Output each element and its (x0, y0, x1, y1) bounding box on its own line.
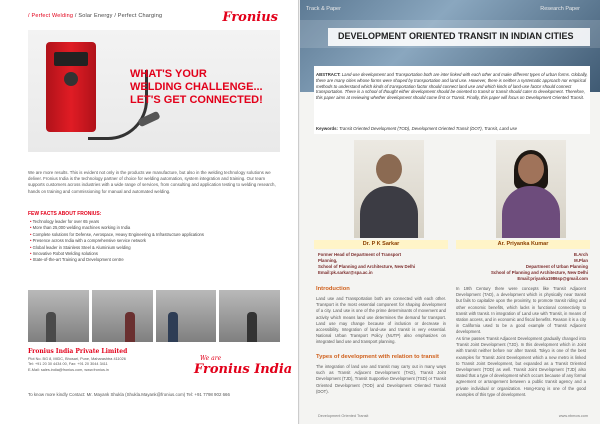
fact-item: • Presence across India with a comprehensive service network (30, 238, 280, 244)
event-photo (92, 290, 153, 342)
author-affiliation (460, 252, 588, 282)
contact-line: To know more kindly Contact: Mr. Mayank Shukla (Shukla.Mayank@fronius.com) Tel: +91 7798 902 666 (28, 392, 230, 397)
address-line: E-Mail: sales.india@fronius.com, www.fronius.in (28, 367, 109, 372)
author-affiliation (318, 252, 446, 276)
affiliation-line: Planning, (318, 258, 338, 263)
affiliation-line: School of Planning and Architecture, New Delhi (318, 264, 416, 269)
affiliation-line: M.Plan (574, 258, 588, 263)
fronius-logo: Fronius (222, 10, 278, 25)
headline-line: LET'S GET CONNECTED! (130, 94, 263, 106)
section-text: The integration of land use and transit may carry out in many ways such as Transit Adjacent Development (TAD), Transit Joint Development (TJD), Transit Supportive Development (TSD) or Transit Oriented Development (TOD) and Development Oriented Transit (DOT). (316, 364, 446, 394)
facts-list (30, 219, 280, 264)
section-text: In 19th Century there were concepts like Transit Adjacent Development (TAD), a development which is physically near transit but fails to capitalize upon the proximity, to promote transit riding and other economic benefits, which lacks in functional connectivity to transit with transit. In integration of Land use with Transit, in means of station access, and in economic and fiscal benefits. Reason it is a city in California used to be a good example of Transit Adjacent development. (456, 286, 586, 335)
keywords-label: Keywords: (316, 126, 338, 131)
header-section-label: Track & Paper (306, 6, 341, 12)
tagline-item: / Solar Energy (74, 13, 113, 19)
we-are-text: We are (200, 355, 222, 362)
company-address (28, 357, 178, 373)
affiliation-line: Former Head of Department of Transport (318, 252, 402, 257)
fronius-india-logo: Fronius India (194, 362, 293, 377)
tagline-strip (0, 10, 300, 28)
event-photo (156, 290, 217, 342)
keywords (316, 126, 588, 131)
keywords-text: Transit Oriented Development (TOD), Development Oriented Transit (DOT), Transit, Land use (339, 126, 517, 131)
fact-item: • Complete solutions for Defense, Aerospace, Heavy Engineering & Infrastructure applications (30, 232, 280, 238)
paper-page (300, 0, 600, 424)
section-text: As time passes Transit Adjacent Development gradually changed into Transit Joint Development (TJD). In this development which in Joint with transit neither before nor after transit. Tokyo is one of the best examples for Transit Joint Development which a new metro is linked to Transit Joint Development, but expanded as a Transit Oriented Development (TOD) as well. Transit Joint Development (TJD) also stated that a type of development which occurs because of any formal agreement or arrangement between a public transit agency and a private individual or organization. Hong-Kong is one of the good examples of this type of development. (456, 336, 586, 397)
author-head (518, 154, 544, 184)
author-head (376, 154, 402, 184)
abstract (316, 72, 588, 101)
header-category: Research Paper (540, 6, 580, 12)
section-heading: Introduction (316, 286, 350, 292)
machine-display (54, 52, 88, 66)
affiliation-line: Email:priyanka1986sp@gmail.com (517, 276, 588, 281)
footer-url: www.nbmcw.com (558, 414, 588, 418)
author-name: Ar. Priyanka Kumar (456, 240, 590, 249)
photo-strip (28, 290, 280, 342)
abstract-text: Land-use development and Transportation both are inter linked with each other and make different types of urban forms. Globally, there are many cities whose forms were shaped by transportation and land use. However, there is neither a systematic approach nor empirical methods to understand which kinds of transportation factor should connect land use and which kinds of land-use factor should connect transportation. There is a school of thought either development should be oriented to transit or transit should cater to development. Therefore, this paper aims at reviewing whether development should come first or Transit. Finally, this paper will focus on Development Oriented Transit. (316, 72, 588, 101)
machine-knob (64, 72, 78, 86)
affiliation-line: School of Planning and Architecture, New Delhi (490, 270, 588, 275)
fact-item: • State-of-the-art Training and Development centre (30, 257, 280, 263)
author-photo (496, 140, 566, 238)
facts-heading: FEW FACTS ABOUT FRONIUS: (28, 211, 102, 217)
fact-item: • Global leader in Stainless Steel & Aluminium welding (30, 245, 280, 251)
tagline (28, 13, 162, 19)
footer-title: Development Oriented Transit (318, 414, 369, 418)
section-text: Land use and Transportation both are connected with each other. Transport is the most essential component for shaping development of a city. Land use is one of the prime determinants of movement and activity which means land use determines the demand for transport. Land use may change because of inclusion or decrease in accessibility. Integration of land-use and transit is very essential. National Urban Transport Policy (NUTP) also emphasizes on integrated land use and transport planning. (316, 296, 446, 345)
author-body (360, 186, 418, 238)
abstract-label: ABSTRACT: (316, 72, 341, 77)
tagline-item: / Perfect Welding (28, 13, 74, 19)
fact-item: • Innovative Robot Welding solutions (30, 251, 280, 257)
paper-title: DEVELOPMENT ORIENTED TRANSIT IN INDIAN CITIES (338, 31, 574, 41)
fact-item: • Technology leader for over 65 years (30, 219, 280, 225)
author-photo (354, 140, 424, 238)
event-photo (219, 290, 280, 342)
ad-intro-text: We are more results. This is evident not only in the products we manufacture, but also in the welding technology solutions we deliver. Fronius India is the technology partner of choice for welding automation, system integration and training. Our team supports customers across industries with a wide range of services, from consulting and application testing to welding research, hands on training and commissioning for manual and automated welding. (28, 170, 276, 194)
tagline-item: / Perfect Charging (114, 13, 163, 19)
affiliation-line: B.Arch (573, 252, 588, 257)
section-heading: Types of development with relation to transit (316, 354, 439, 360)
headline-line: WHAT'S YOUR (130, 68, 207, 80)
ad-headline (130, 68, 280, 107)
headline-line: WELDING CHALLENGE... (130, 81, 263, 93)
affiliation-line: Email:pk.sarkar@spa.ac.in (318, 270, 373, 275)
author-body (502, 186, 560, 238)
author-name: Dr. P K Sarkar (314, 240, 448, 249)
event-photo (28, 290, 89, 342)
company-name: Fronius India Private Limited (28, 348, 128, 355)
address-line: Tel: +91 20 30 4434 00, Fax: +91 20 3044 3411 (28, 362, 108, 367)
fact-item: • More than 25,000 welding machines working in India (30, 225, 280, 231)
affiliation-line: Department of Urban Planning (525, 264, 588, 269)
address-line: Plot No. BG 8, MIDC, Bhosari, Pune, Maharashtra 411026 (28, 357, 126, 361)
title-box (328, 28, 590, 46)
